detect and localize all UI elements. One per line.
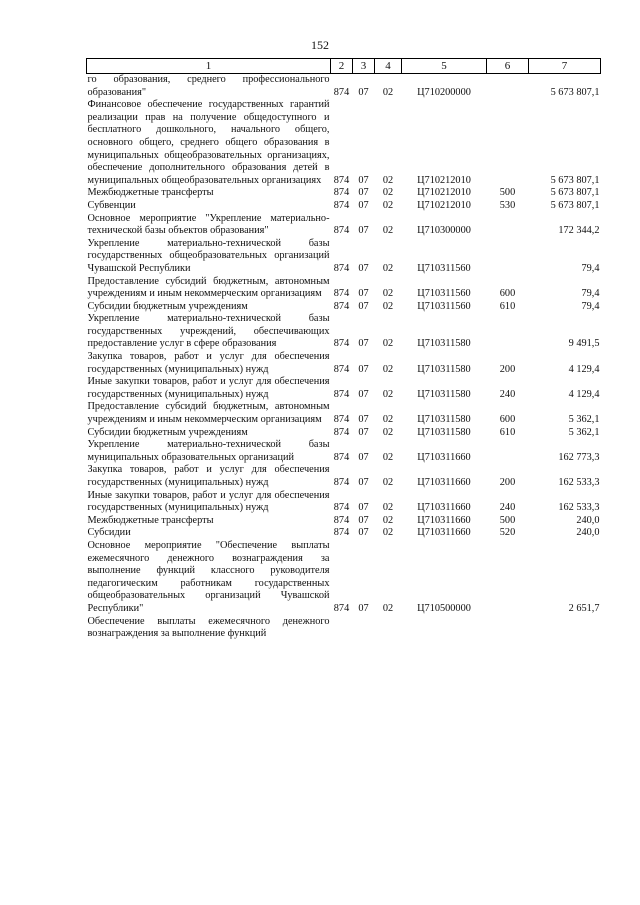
row-expense-type [487,540,529,616]
row-expense-type [487,616,529,641]
row-target-article: Ц710311580 [417,363,471,375]
row-amount: 4 129,4 [568,388,600,400]
table-row [87,515,601,528]
header-cell: 6 [487,59,529,74]
row-ministry-code: 874 [333,514,350,526]
header-cell: 4 [375,59,402,74]
row-amount: 162 533,3 [558,502,600,514]
row-subsection-code: 02 [382,502,394,514]
row-description: Иные закупки товаров, работ и услуг для обеспечения государственных (муниципальных) нужд [87,376,330,400]
row-target-article: Ц710311560 [417,300,471,312]
row-section-code: 07 [358,388,369,400]
row-section-code: 07 [358,363,369,375]
row-ministry-code: 874 [333,451,350,463]
table-row [87,200,601,213]
row-expense-type [487,99,529,187]
row-expense-type [487,74,529,100]
row-amount: 79,4 [581,262,600,274]
table-header-row [87,59,601,74]
row-section-code: 07 [358,477,369,488]
row-target-article: Ц710212010 [417,187,471,199]
row-amount: 5 673 807,1 [550,86,600,98]
row-amount: 5 673 807,1 [550,174,600,186]
table-row [87,439,601,464]
row-description: Межбюджетные трансферты [87,187,214,199]
row-description: Основное мероприятие "Укрепление материально-технической базы объектов образования" [87,212,330,237]
table-row [87,540,601,616]
row-expense-type: 520 [499,527,516,539]
row-section-code: 07 [358,199,369,211]
header-cell: 5 [402,59,487,74]
row-target-article: Ц710311660 [417,527,471,539]
row-section-code: 07 [358,602,369,614]
row-expense-type: 610 [499,426,516,438]
table-row [87,527,601,540]
row-target-article: Ц710311580 [417,338,471,350]
row-amount: 5 362,1 [568,414,600,426]
row-expense-type: 200 [499,477,516,488]
row-subsection-code: 02 [382,527,394,539]
row-expense-type: 610 [499,300,516,312]
table-row [87,301,601,314]
row-section-code: 07 [358,451,369,463]
row-description: Основное мероприятие "Обеспечение выплаты ежемесячного денежного вознаграждения за выполнение функций классного руководителя педагогическим работникам государственных общеобразовательных организаций Чувашской Республики" [87,539,330,614]
row-description: Субсидии [87,527,131,539]
row-expense-type: 600 [499,414,516,426]
row-target-article: Ц710311580 [417,414,471,426]
row-ministry-code: 874 [333,86,350,98]
row-subsection-code: 02 [382,514,394,526]
table-row [87,427,601,440]
row-section-code: 07 [358,338,369,350]
row-section-code: 07 [358,86,369,98]
row-ministry-code: 874 [333,174,350,186]
row-amount: 162 533,3 [558,477,600,488]
table-row [87,187,601,200]
row-subsection-code: 02 [382,477,394,488]
row-subsection-code: 02 [382,300,394,312]
row-section-code: 07 [358,426,369,438]
row-subsection-code: 02 [382,174,394,186]
row-expense-type: 200 [499,363,516,375]
row-ministry-code: 874 [333,199,350,211]
row-ministry-code: 874 [333,602,350,614]
row-ministry-code: 874 [333,300,350,312]
row-description: Субвенции [87,199,136,211]
row-expense-type [487,439,529,464]
row-ministry-code: 874 [333,414,350,426]
row-description: Обеспечение выплаты ежемесячного денежного вознаграждения за выполнение функций [87,615,330,640]
page-number: 152 [311,38,329,52]
table-row [87,238,601,276]
row-section-code: 07 [358,527,369,539]
row-subsection-code: 02 [382,602,394,614]
row-description: Субсидии бюджетным учреждениям [87,300,248,312]
row-expense-type: 240 [499,388,516,400]
row-target-article: Ц710212010 [417,199,471,211]
row-section-code: 07 [358,262,369,274]
row-amount: 79,4 [581,288,600,300]
table-row [87,376,601,401]
row-description: Финансовое обеспечение государственных гарантий реализации прав на получение общедоступного и бесплатного дошкольного, начального общего, основного общего, среднего общего образования в муниципальных общеобразовательных организациях, обеспечение дополнительного образования детей в муниципальных общеобразовательных организациях [87,99,330,186]
budget-table [86,58,601,641]
row-description: Закупка товаров, работ и услуг для обеспечения государственных (муниципальных) нужд [87,351,330,375]
row-section-code: 07 [358,414,369,426]
row-ministry-code: 874 [333,426,350,438]
row-description: го образования, среднего профессионального образования" [87,74,330,98]
row-subsection-code: 02 [382,338,394,350]
row-ministry-code: 874 [333,527,350,539]
row-ministry-code: 874 [333,502,350,514]
row-amount [529,616,601,641]
row-amount: 172 344,2 [558,225,600,237]
header-cell: 3 [353,59,375,74]
row-target-article [402,616,487,641]
row-description: Укрепление материально-технической базы государственных учреждений, обеспечивающих предоставление услуг в сфере образования [87,313,330,350]
row-amount: 4 129,4 [568,363,600,375]
row-subsection-code: 02 [382,199,394,211]
table-row [87,313,601,351]
row-subsection-code: 02 [382,414,394,426]
row-ministry-code: 874 [333,477,350,488]
row-target-article: Ц710311660 [417,477,471,488]
table-body [87,74,601,641]
row-description: Иные закупки товаров, работ и услуг для обеспечения государственных (муниципальных) нужд [87,489,330,514]
row-subsection-code: 02 [382,187,394,199]
table-row [87,276,601,301]
row-target-article: Ц710500000 [417,602,471,614]
row-amount: 162 773,3 [558,451,600,463]
row-target-article: Ц710200000 [417,86,471,98]
table-row [87,99,601,187]
row-target-article: Ц710300000 [417,225,471,237]
table-row [87,74,601,100]
row-section-code: 07 [358,300,369,312]
row-expense-type [487,213,529,238]
row-ministry-code: 874 [333,288,350,300]
table-row [87,464,601,489]
row-section-code [353,616,375,641]
row-ministry-code: 874 [333,225,350,237]
row-amount: 5 673 807,1 [550,187,600,199]
row-ministry-code: 874 [333,262,350,274]
row-description: Закупка товаров, работ и услуг для обеспечения государственных (муниципальных) нужд [87,464,330,488]
row-amount: 9 491,5 [568,338,600,350]
row-target-article: Ц710311560 [417,262,471,274]
row-amount: 5 673 807,1 [550,199,600,211]
row-description: Укрепление материально-технической базы муниципальных образовательных организаций [87,439,330,463]
row-amount: 2 651,7 [568,602,600,614]
row-section-code: 07 [358,225,369,237]
row-target-article: Ц710311580 [417,426,471,438]
row-ministry-code: 874 [333,388,350,400]
row-subsection-code: 02 [382,225,394,237]
row-section-code: 07 [358,514,369,526]
row-target-article: Ц710311660 [417,502,471,514]
row-target-article: Ц710311580 [417,388,471,400]
row-subsection-code: 02 [382,426,394,438]
row-subsection-code: 02 [382,388,394,400]
row-ministry-code: 874 [333,338,350,350]
header-cell: 7 [529,59,601,74]
row-expense-type: 600 [499,288,516,300]
row-ministry-code [331,616,353,641]
table-row [87,351,601,376]
row-description: Предоставление субсидий бюджетным, автономным учреждениям и иным некоммерческим организациям [87,275,330,300]
row-target-article: Ц710212010 [417,174,471,186]
row-subsection-code: 02 [382,288,394,300]
row-expense-type: 240 [499,502,516,514]
row-description: Укрепление материально-технической базы государственных общеобразовательных организаций Чувашской Республики [87,237,330,274]
table-row [87,490,601,515]
row-expense-type: 530 [499,199,516,211]
header-cell: 1 [87,59,331,74]
row-ministry-code: 874 [333,187,350,199]
row-amount: 79,4 [581,300,600,312]
row-target-article: Ц710311560 [417,288,471,300]
row-section-code: 07 [358,187,369,199]
row-amount: 240,0 [576,527,600,539]
row-subsection-code: 02 [382,363,394,375]
row-expense-type: 500 [499,514,516,526]
row-amount: 5 362,1 [568,426,600,438]
row-description: Межбюджетные трансферты [87,514,214,526]
row-expense-type [487,238,529,276]
row-subsection-code: 02 [382,451,394,463]
row-section-code: 07 [358,288,369,300]
table-row [87,616,601,641]
row-expense-type [487,313,529,351]
row-expense-type: 500 [499,187,516,199]
row-description: Предоставление субсидий бюджетным, автономным учреждениям и иным некоммерческим организациям [87,401,330,426]
row-section-code: 07 [358,502,369,514]
row-subsection-code: 02 [382,262,394,274]
row-subsection-code [375,616,402,641]
table-row [87,213,601,238]
row-ministry-code: 874 [333,363,350,375]
row-subsection-code: 02 [382,86,394,98]
row-target-article: Ц710311660 [417,451,471,463]
row-section-code: 07 [358,174,369,186]
row-amount: 240,0 [576,514,600,526]
row-target-article: Ц710311660 [417,514,471,526]
row-description: Субсидии бюджетным учреждениям [87,426,248,438]
table-row [87,401,601,426]
header-cell: 2 [331,59,353,74]
